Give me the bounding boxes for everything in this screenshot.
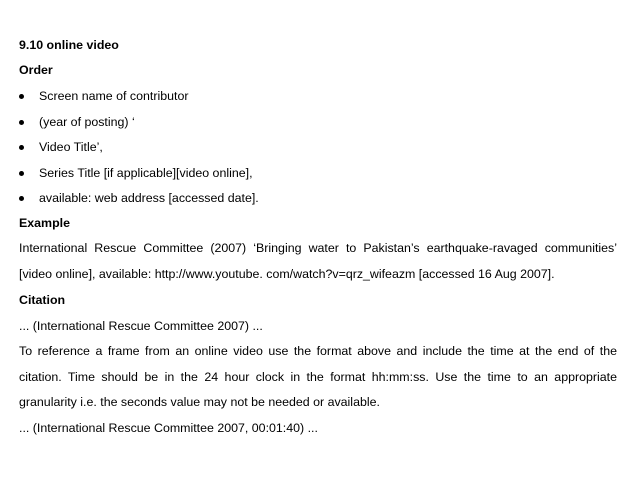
citation-heading: Citation (19, 293, 66, 307)
order-item (19, 190, 617, 206)
citation-example: ... (International Rescue Committee 2007) ... (19, 319, 263, 333)
section-title: 9.10 online video (19, 38, 119, 52)
final-citation-example: ... (International Rescue Committee 2007, 00:01:40) ... (19, 421, 318, 435)
order-item-text: Series Title [if applicable][video online], (39, 166, 253, 180)
order-item-text: available: web address [accessed date]. (39, 191, 259, 205)
bullet-icon (19, 171, 24, 176)
bullet-icon (19, 196, 24, 201)
order-item (19, 139, 617, 155)
order-item (19, 114, 617, 130)
bullet-icon (19, 120, 24, 125)
order-item (19, 165, 617, 181)
body-text-line: citation. Time should be in the 24 hour clock in the format hh:mm:ss. Use the time to an appropriate (19, 370, 617, 384)
body-text-line: granularity i.e. the seconds value may not be needed or available. (19, 395, 380, 409)
example-text-line: International Rescue Committee (2007) ‘Bringing water to Pakistan’s earthquake-ravaged communities’ (19, 241, 617, 255)
order-item-text: (year of posting) ‘ (39, 115, 135, 129)
order-item-text: Screen name of contributor (39, 89, 189, 103)
example-text-line: [video online], available: http://www.youtube. com/watch?v=qrz_wifeazm [accessed 16 Aug 2007]. (19, 267, 555, 281)
bullet-icon (19, 94, 24, 99)
body-text-line: To reference a frame from an online video use the format above and include the time at the end of the (19, 344, 617, 358)
example-heading: Example (19, 216, 70, 230)
order-item (19, 88, 617, 104)
bullet-icon (19, 145, 24, 150)
order-item-text: Video Title’, (39, 140, 103, 154)
order-heading: Order (19, 63, 53, 77)
